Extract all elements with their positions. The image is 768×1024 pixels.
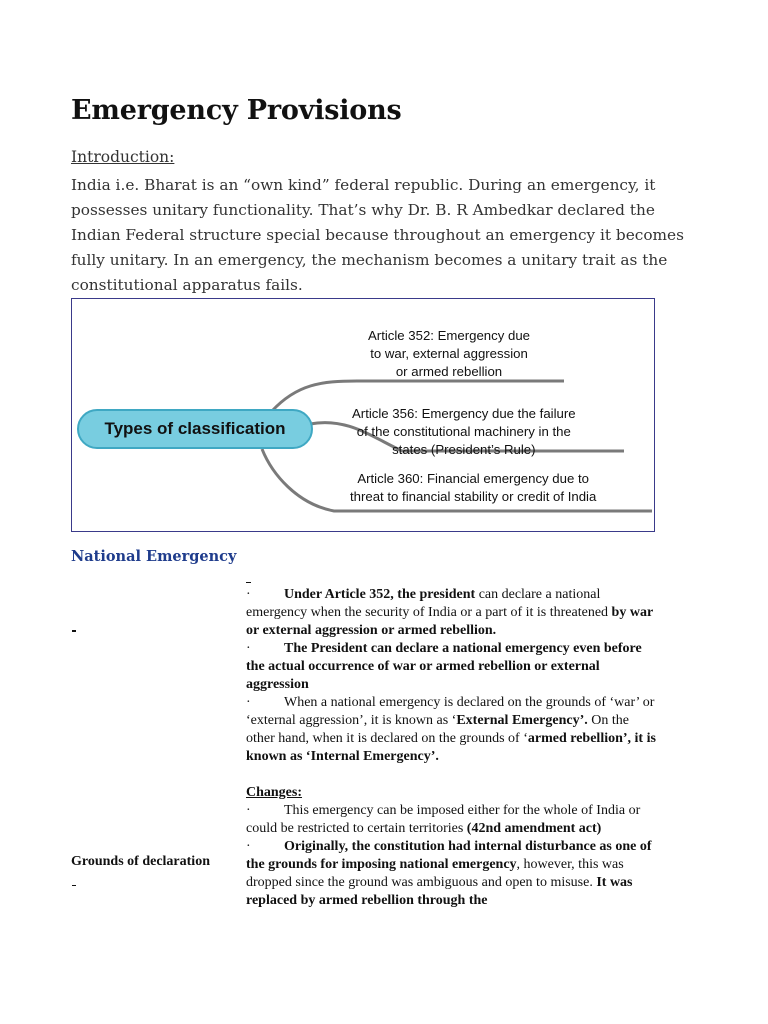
text: can declare a national emergency when the security of India or a part of it is threatened [246, 587, 612, 620]
bold-text: armed rebellion’, it is known as ‘Internal Emergency’. [246, 731, 656, 764]
article-352-line: Article 352: Emergency due [368, 328, 530, 343]
changes-heading: Changes: [246, 785, 303, 800]
bold-text: It was replaced by armed rebellion through the [246, 875, 633, 908]
bold-text: Originally, the constitution had internal disturbance as one of the grounds for imposing national emergency [246, 839, 652, 872]
paragraph-internal-disturbance [246, 838, 658, 910]
bullet: · [246, 641, 251, 656]
text: This emergency can be imposed either for the whole of India or could be restricted to certain territories [246, 803, 641, 836]
article-356-line: Article 356: Emergency due the failure [352, 406, 576, 421]
paragraph-territories [246, 802, 658, 838]
article-352-line: to war, external aggression [370, 346, 528, 361]
text: When a national emergency is declared on the grounds of ‘war’ or ‘external aggression’, it is known as ‘ [246, 695, 655, 728]
article-356-line: states (President’s Rule) [392, 442, 536, 457]
bold-text: The President can declare a national emergency even before the actual occurrence of war or armed rebellion or external aggression [246, 641, 642, 692]
article-352-line: or armed rebellion [395, 364, 503, 379]
article-360-label [350, 470, 596, 506]
bullet: · [246, 587, 251, 602]
left-column-mark [72, 885, 76, 886]
right-column-mark [246, 582, 251, 583]
bullet: · [246, 695, 251, 710]
paragraph-article-352 [246, 586, 658, 640]
bold-text: Under Article 352, the president [284, 587, 476, 602]
article-352-label [368, 327, 530, 381]
bullet: · [246, 839, 251, 854]
bold-text: External Emergency’. [456, 713, 588, 728]
left-column-mark [72, 630, 76, 632]
introduction-heading: Introduction: [71, 148, 175, 166]
bold-text: by war or external aggression or armed rebellion. [246, 605, 653, 638]
bullet: · [246, 803, 251, 818]
bold-text: (42nd amendment act) [466, 821, 602, 836]
national-emergency-heading: National Emergency [71, 548, 237, 565]
paragraph-before-occurrence [246, 640, 658, 694]
article-360-line: threat to financial stability or credit of India [350, 489, 597, 504]
article-356-line: of the constitutional machinery in the [356, 424, 571, 439]
introduction-paragraph: India i.e. Bharat is an “own kind” federal republic. During an emergency, it possesses unitary functionality. That’s why Dr. B. R Ambedkar declared the Indian Federal structure special because throughout an emergency it becomes fully unitary. In an emergency, the mechanism becomes a unitary trait as the constitutional apparatus fails. [71, 176, 684, 294]
text: On the other hand, when it is declared on the grounds of ‘ [246, 713, 629, 746]
grounds-of-declaration-label: Grounds of declaration [71, 854, 210, 869]
grounds-content [246, 586, 658, 910]
classification-diagram [71, 298, 655, 532]
page-title: Emergency Provisions [71, 95, 402, 126]
article-360-line: Article 360: Financial emergency due to [357, 471, 589, 486]
text: , however, this was dropped since the ground was ambiguous and open to misuse. [246, 857, 624, 890]
article-356-label [352, 405, 576, 459]
paragraph-external-internal [246, 694, 658, 766]
types-of-classification-node: Types of classification [77, 409, 313, 449]
